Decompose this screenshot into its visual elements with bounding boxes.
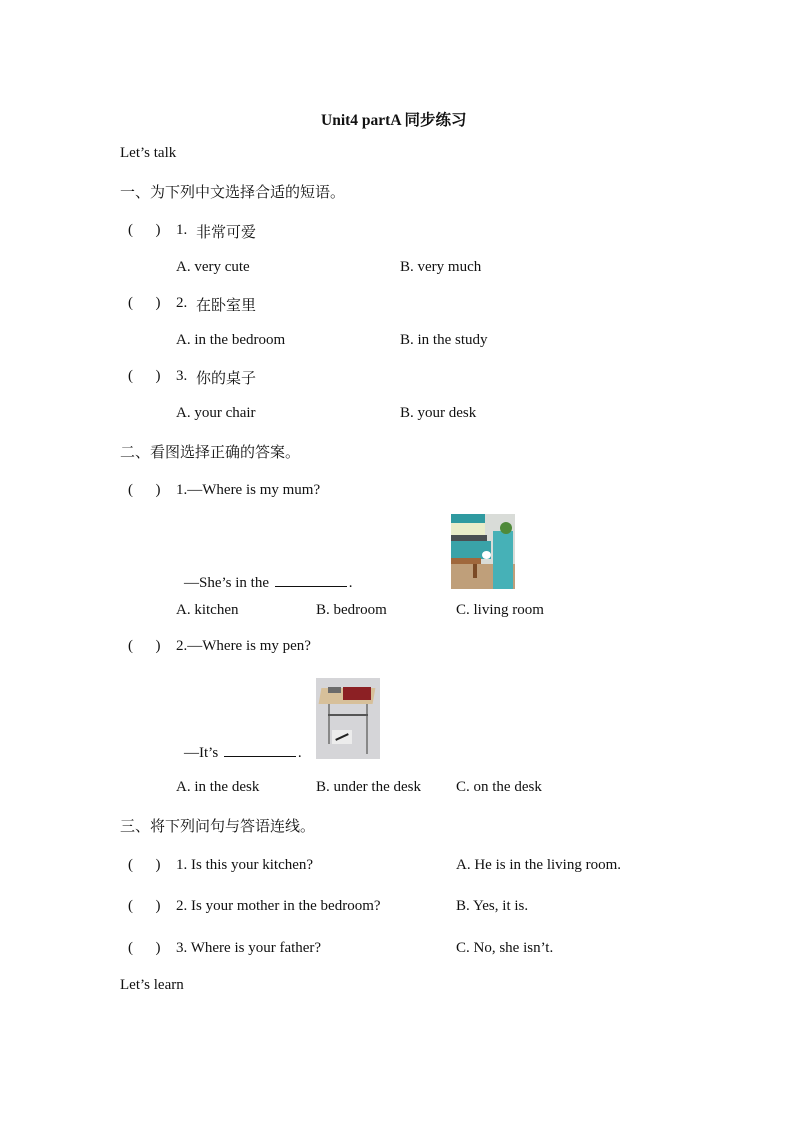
question-number: 1. (176, 222, 188, 238)
section-lets-learn: Let’s learn (120, 977, 184, 993)
section-lets-talk: Let’s talk (120, 145, 177, 161)
option-a: A. your chair (176, 405, 256, 421)
question-text: 1.—Where is my mum? (176, 482, 321, 498)
page-title: Unit4 partA 同步练习 (321, 112, 467, 129)
question-text: 1. Is this your kitchen? (176, 857, 314, 873)
answer-bracket[interactable]: ( ) (128, 857, 161, 873)
answer-line: —She’s in the . (184, 575, 353, 591)
question-text: 你的桌子 (196, 369, 257, 387)
answer-text: A. He is in the living room. (456, 857, 621, 873)
option-a: A. in the bedroom (176, 332, 286, 348)
question-text: 2. Is your mother in the bedroom? (176, 898, 381, 914)
answer-bracket[interactable]: ( ) (128, 222, 161, 238)
question-text: 3. Where is your father? (176, 940, 322, 956)
answer-bracket[interactable]: ( ) (128, 940, 161, 956)
answer-bracket[interactable]: ( ) (128, 482, 161, 498)
option-b: B. very much (400, 259, 482, 275)
option-b: B. under the desk (316, 779, 421, 795)
option-b: B. bedroom (316, 602, 387, 618)
answer-bracket[interactable]: ( ) (128, 898, 161, 914)
answer-bracket[interactable]: ( ) (128, 368, 161, 384)
fill-blank[interactable] (224, 755, 296, 757)
option-a: A. very cute (176, 259, 250, 275)
option-c: C. living room (456, 602, 544, 618)
part2-heading: 二、看图选择正确的答案。 (120, 443, 301, 461)
option-a: A. kitchen (176, 602, 239, 618)
question-text: 2.—Where is my pen? (176, 638, 311, 654)
desk-picture (316, 678, 380, 759)
option-a: A. in the desk (176, 779, 260, 795)
question-text: 非常可爱 (196, 223, 257, 241)
answer-line: —It’s . (184, 745, 302, 761)
option-b: B. in the study (400, 332, 488, 348)
answer-bracket[interactable]: ( ) (128, 295, 161, 311)
option-b: B. your desk (400, 405, 477, 421)
part1-heading: 一、为下列中文选择合适的短语。 (120, 183, 346, 201)
answer-bracket[interactable]: ( ) (128, 638, 161, 654)
option-c: C. on the desk (456, 779, 542, 795)
part3-heading: 三、将下列问句与答语连线。 (120, 817, 316, 835)
fill-blank[interactable] (275, 585, 347, 587)
answer-text: B. Yes, it is. (456, 898, 529, 914)
question-number: 3. (176, 368, 188, 384)
answer-text: C. No, she isn’t. (456, 940, 554, 956)
question-number: 2. (176, 295, 188, 311)
question-text: 在卧室里 (196, 296, 257, 314)
kitchen-picture (451, 514, 515, 589)
